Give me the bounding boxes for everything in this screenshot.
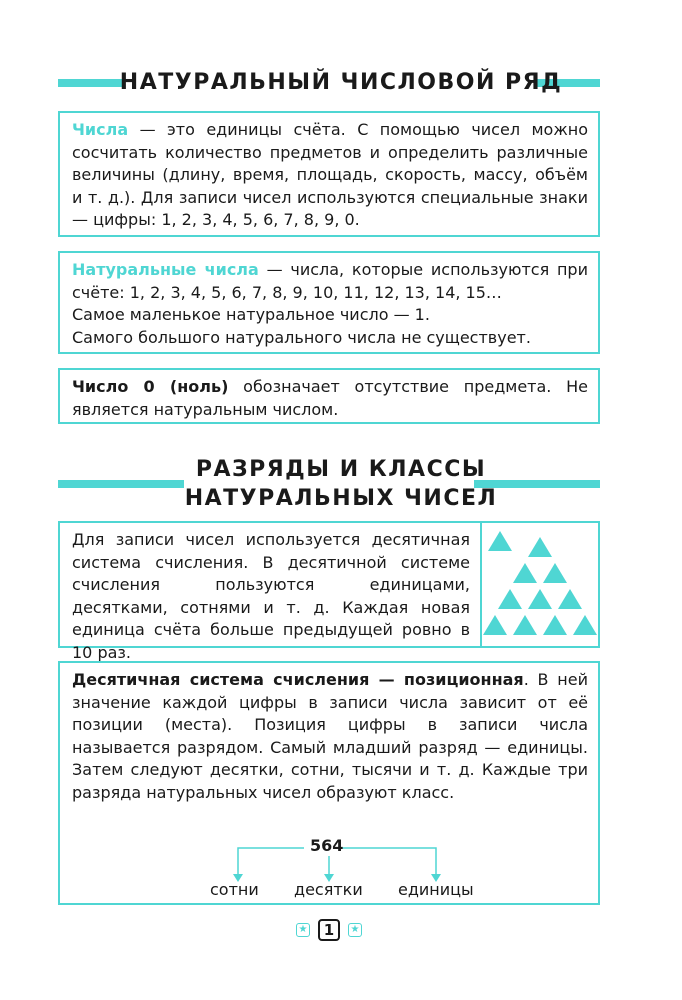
definition-text: — числа, которые используются при счёте: 1, 2, 3, 4, 5, 6, 7, 8, 9, 10, 11, 12, 13, 14, 15… [72,260,588,302]
triangle-pyramid-cell [480,521,600,648]
star-icon: ★ [348,923,362,937]
section-title-ranks-classes-line1: РАЗРЯДЫ И КЛАССЫ [195,457,487,482]
number-ranks-diagram [196,836,496,899]
positional-system-text: . В ней значение каждой цифры в записи числа зависит от её позиции (места). Позиция цифры в записи числа называется разрядом. Самый младший разряд — единицы. Затем следуют десятки, сотни, тысячи и т. д. Каждые три разряда натуральных чисел образуют класс. [72,670,588,802]
rank-label-units: единицы [398,880,474,899]
term-natural-numbers: Натуральные числа [72,260,259,279]
triangle-pyramid-icon [482,523,598,646]
example-number: 564 [310,836,344,855]
ranks-arrows [196,836,496,886]
definition-box-zero [58,368,600,424]
star-icon: ★ [296,923,310,937]
no-largest-number-text: Самого большого натурального числа не существует. [72,327,531,347]
term-numbers: Числа [72,120,129,139]
definition-text: — это единицы счёта. С помощью чисел можно сосчитать количество предметов и определить различные величины (длину, время, площадь, скорость, массу, объём и т. д.). Для записи чисел используются специальные знаки — цифры: 1, 2, 3, 4, 5, 6, 7, 8, 9, 0. [72,120,588,229]
rank-label-tens: десятки [294,880,363,899]
decimal-system-text: Для записи чисел используется десятичная система счисления. В десятичной системе счисления пользуются единицами, десятками, сотнями и т. д. Каждая новая единица счёта больше предыдущей ровно в 10 раз. [72,530,470,662]
page-footer [0,916,682,946]
definition-box-natural-numbers [58,251,600,354]
decimal-system-box [58,521,482,662]
term-zero: Число 0 (ноль) [72,377,229,396]
smallest-number-text: Самое маленькое натуральное число — 1. [72,305,430,324]
section-title-ranks-classes-line2: НАТУРАЛЬНЫХ ЧИСЕЛ [184,486,498,511]
definition-text: обозначает отсутствие предмета. Не является натуральным числом. [72,377,588,419]
section-title-natural-series: НАТУРАЛЬНЫЙ ЧИСЛОВОЙ РЯД [119,70,563,95]
rank-label-hundreds: сотни [210,880,259,899]
definition-box-numbers [58,111,600,237]
page-number: 1 [318,919,340,941]
term-positional-system: Десятичная система счисления — позиционная [72,670,524,689]
